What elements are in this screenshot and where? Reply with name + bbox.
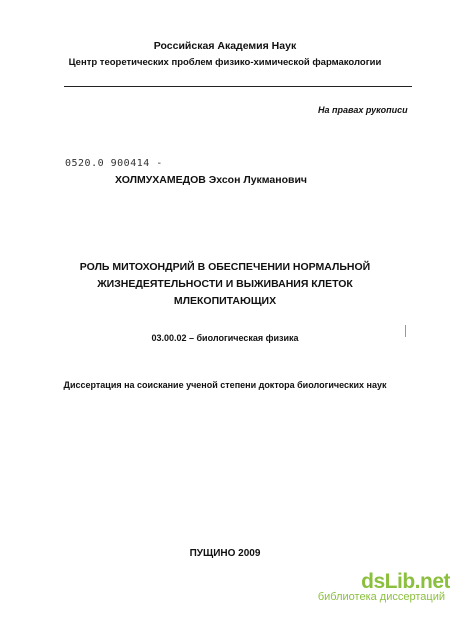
thesis-title-line-2: ЖИЗНЕДЕЯТЕЛЬНОСТИ И ВЫЖИВАНИЯ КЛЕТОК — [97, 278, 353, 290]
handwritten-stamp-number: 0520.0 900414 - — [65, 158, 163, 169]
thesis-title-line-3: МЛЕКОПИТАЮЩИХ — [173, 295, 277, 307]
rights-note: На правах рукописи — [318, 105, 408, 115]
institution-name: Центр теоретических проблем физико-химической фармакологии — [68, 57, 382, 68]
watermark-subtitle: библиотека диссертаций — [317, 591, 445, 603]
place-and-year: ПУЩИНО 2009 — [189, 548, 261, 559]
academy-name: Российская Академия Наук — [153, 40, 297, 52]
watermark-logo: dsLib.net — [361, 570, 450, 593]
header-divider — [64, 86, 412, 87]
degree-statement: Диссертация на соискание ученой степени доктора биологических наук — [63, 380, 387, 390]
watermark[interactable] — [310, 570, 450, 603]
speciality-code: 03.00.02 – биологическая физика — [151, 333, 299, 343]
author-name: ХОЛМУХАМЕДОВ Эхсон Лукманович — [115, 174, 308, 186]
thesis-title-line-1: РОЛЬ МИТОХОНДРИЙ В ОБЕСПЕЧЕНИИ НОРМАЛЬНОЙ — [79, 261, 371, 273]
